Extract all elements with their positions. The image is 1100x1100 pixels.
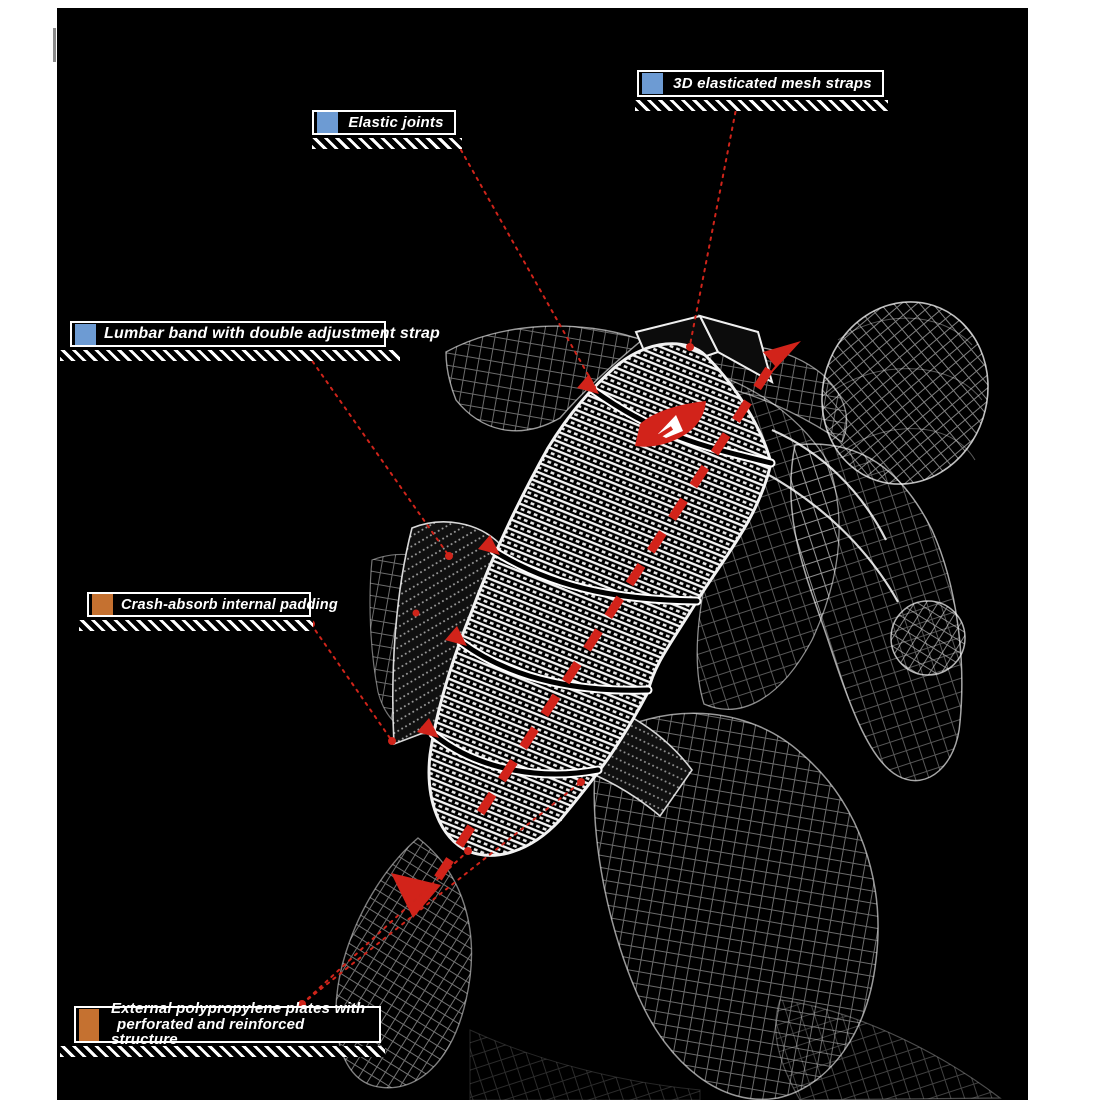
callout-label: Lumbar band with double adjustment strap	[104, 325, 441, 342]
callout-box	[74, 999, 381, 1049]
orange-swatch-icon	[79, 1009, 99, 1041]
callout-box	[70, 321, 441, 347]
callout-label: Elastic joints	[348, 114, 444, 131]
leader-lumbar-band	[308, 355, 449, 556]
callout-label: 3D elasticated mesh straps	[673, 75, 872, 92]
blue-swatch-icon	[642, 73, 663, 94]
callout-elastic-joints	[312, 110, 456, 149]
hatch-bar	[60, 350, 400, 361]
callout-label-line2: perforated and reinforced structure	[111, 1015, 305, 1049]
callout-label: Crash-absorb internal padding	[121, 596, 338, 613]
leader-mesh-straps	[690, 104, 737, 345]
callout-external-plates	[74, 999, 381, 1057]
hatch-bar	[79, 620, 313, 631]
callout-box	[87, 592, 338, 617]
callout-mesh-straps	[637, 70, 884, 111]
callout-box	[637, 70, 884, 97]
blue-swatch-icon	[75, 324, 96, 345]
blue-swatch-icon	[317, 112, 338, 133]
hatch-bar	[312, 138, 462, 149]
callout-crash-padding	[87, 592, 338, 631]
callout-label-line1: External polypropylene plates with	[111, 999, 366, 1017]
wireframe-fist	[891, 601, 965, 675]
orange-swatch-icon	[92, 594, 113, 615]
callout-box	[312, 110, 456, 135]
hatch-bar	[635, 100, 888, 111]
callout-lumbar-band	[70, 321, 441, 361]
callout-label	[107, 1001, 371, 1049]
wireframe-right-calf	[776, 1000, 1000, 1100]
